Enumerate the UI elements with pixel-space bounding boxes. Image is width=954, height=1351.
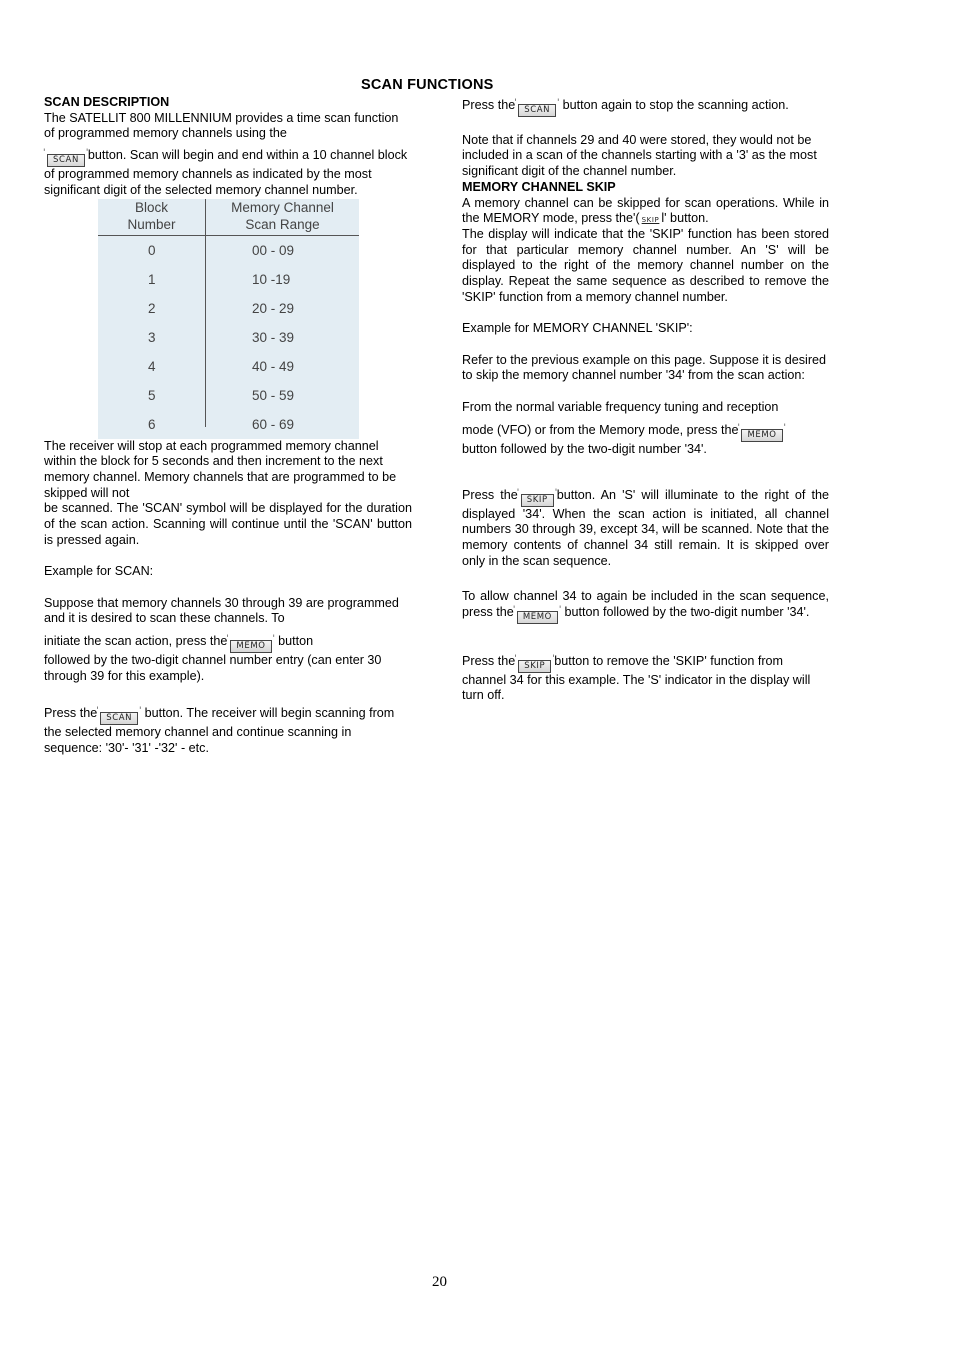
skip-memo-text: mode (VFO) or from the Memory mode, press the' MEMO ' button followed by the two-digit number '34'. <box>462 423 829 458</box>
page-number: 20 <box>432 1274 447 1290</box>
scan-button-icon: ' SCAN ' <box>100 712 138 725</box>
scan-block-text: ' SCAN ' button. Scan will begin and end within a 10 channel block of programmed memory channels as indicated by the most significant digit of the selected memory channel number. <box>44 148 412 198</box>
table-cell-range: 40 - 49 <box>252 358 295 374</box>
scan-press-text: Press the' SCAN ' button. The receiver will begin scanning from the selected memory channel and continue scanning in sequence: '30'- '31' -'32' - etc. <box>44 706 412 756</box>
skip-include-text: To allow channel 34 to again be included in the scan sequence, press the' MEMO ' button followed by the two-digit number '34'. <box>462 589 829 624</box>
scan-stop-text: The receiver will stop at each programmed memory channel within the block for 5 seconds and then increment to the next memory channel. Memory channels that are programmed to be skipped will not <box>44 438 397 500</box>
right-column <box>462 95 829 704</box>
table-cell-range: 20 - 29 <box>252 300 295 316</box>
scan-description-heading: SCAN DESCRIPTION <box>44 95 170 109</box>
table-cell-block: 5 <box>148 387 156 403</box>
table-cell-range: 10 -19 <box>252 271 291 287</box>
memo-button-icon: ' MEMO ' <box>230 640 271 653</box>
scan-symbol-text: be scanned. The 'SCAN' symbol will be displayed for the duration of the scan action. Scanning will continue until the 'SCAN' button is pressed again. <box>44 501 412 547</box>
skip-example-text: Refer to the previous example on this page. Suppose it is desired to skip the memory channel number '34' from the scan action: <box>462 352 827 383</box>
table-cell-range: 60 - 69 <box>252 416 295 432</box>
memory-skip-intro: A memory channel can be skipped for scan operations. While in the MEMORY mode, press the'( SKIP l' button. <box>462 195 829 226</box>
memo-button-icon: ' MEMO ' <box>517 611 558 624</box>
scan-button-icon: ' SCAN ' <box>47 154 85 167</box>
table-cell-block: 4 <box>148 358 156 374</box>
skip-remove-text: Press the' SKIP ' button to remove the 'SKIP' function from channel 34 for this example. The 'S' indicator in the display will turn off. <box>462 654 829 704</box>
skip-vfo-text: From the normal variable frequency tuning and reception <box>462 399 779 414</box>
table-cell-block: 2 <box>148 300 156 316</box>
memo-button-icon: ' MEMO ' <box>741 429 782 442</box>
table-cell-range: 00 - 09 <box>252 242 295 258</box>
table-header-range: Memory Channel Scan Range <box>231 199 334 232</box>
left-column <box>44 95 412 756</box>
skip-example-heading: Example for MEMORY CHANNEL 'SKIP': <box>462 321 693 336</box>
table-divider-vertical <box>205 199 206 427</box>
page-title: SCAN FUNCTIONS <box>361 77 494 93</box>
skip-button-icon: SKIP <box>641 216 660 225</box>
table-cell-block: 3 <box>148 329 156 345</box>
scan-intro-text: The SATELLIT 800 MILLENNIUM provides a time scan function of programmed memory channels using the <box>44 110 399 141</box>
skip-press-text: Press the' SKIP ' button. An 'S' will illuminate to the right of the displayed '34'. When the scan action is initiated, all channel numbers 30 through 39, except 34, will be scanned. Note that the memory contents of channel 34 still remain. It is skipped over only in the scan sequence. <box>462 488 829 570</box>
scan-stop-instruction: Press the' SCAN ' button again to stop the scanning action. <box>462 98 829 117</box>
table-header-block: Block Number <box>127 199 176 232</box>
scan-note-text: Note that if channels 29 and 40 were stored, they would not be included in a scan of the channels starting with a '3' as the most significant digit of the channel number. <box>462 132 817 179</box>
scan-entry-text: followed by the two-digit channel number entry (can enter 30 through 39 for this example). <box>44 652 382 683</box>
memory-skip-heading: MEMORY CHANNEL SKIP <box>462 179 616 194</box>
table-cell-block: 1 <box>148 271 156 287</box>
table-cell-range: 50 - 59 <box>252 387 295 403</box>
memory-skip-display-text: The display will indicate that the 'SKIP' function has been stored for that particular memory channel number. An 'S' will be displayed to the right of the memory channel number on the display. Repeat the same sequence as described to remove the 'SKIP' function from a memory channel number. <box>462 226 829 304</box>
scan-button-icon: ' SCAN ' <box>518 104 556 117</box>
scan-example-text: Suppose that memory channels 30 through 39 are programmed and it is desired to scan these channels. To <box>44 595 399 626</box>
skip-button-icon: ' SKIP ' <box>521 494 554 507</box>
scan-range-table <box>98 199 359 439</box>
scan-initiate-text: initiate the scan action, press the' MEMO ' button <box>44 634 412 653</box>
table-cell-block: 0 <box>148 242 156 258</box>
table-cell-block: 6 <box>148 416 156 432</box>
skip-button-icon: ' SKIP ' <box>518 660 551 673</box>
table-cell-range: 30 - 39 <box>252 329 295 345</box>
table-divider-horizontal <box>98 235 359 236</box>
scan-example-heading: Example for SCAN: <box>44 564 154 579</box>
